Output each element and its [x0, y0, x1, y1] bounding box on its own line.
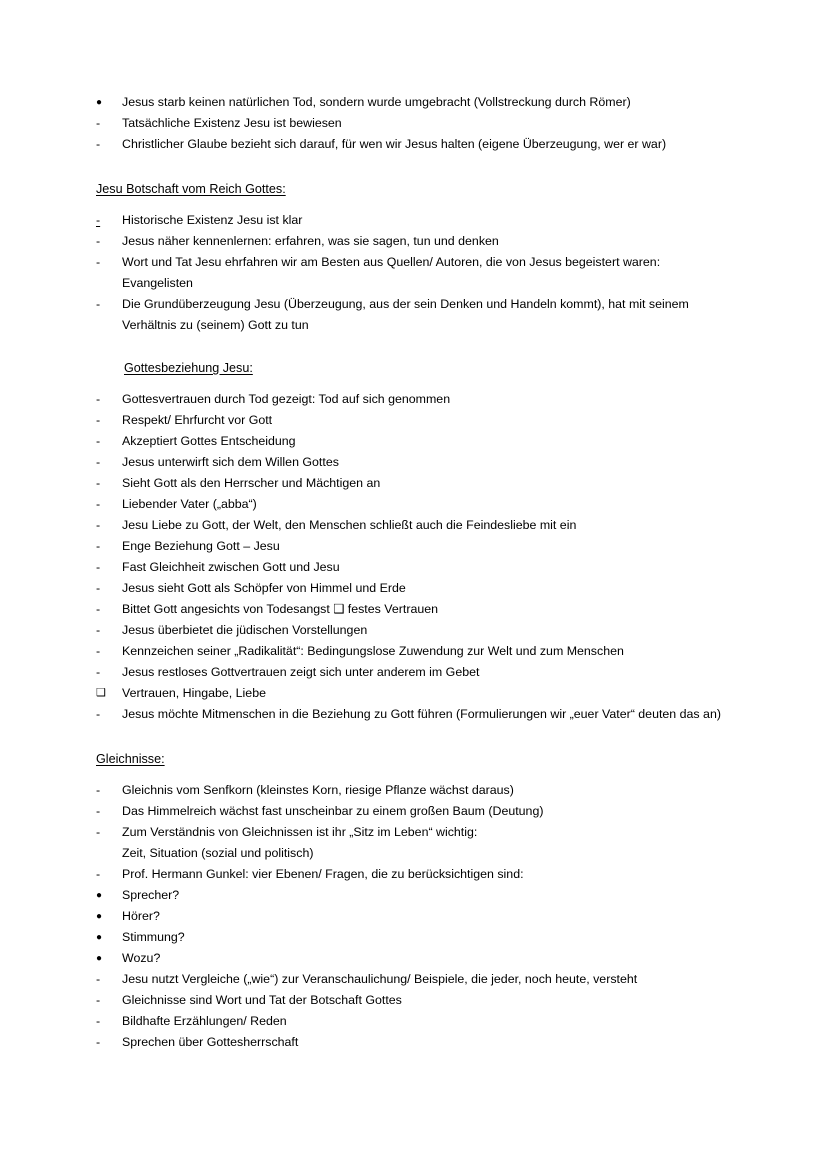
bullet-dash-icon: -: [96, 497, 101, 511]
list-item-text: Christlicher Glaube bezieht sich darauf, für wen wir Jesus halten (eigene Überzeugung, wer er war): [122, 137, 667, 151]
bullet-dash-icon: -: [96, 137, 101, 151]
bullet-disc-icon: ●: [96, 911, 103, 922]
list-item: [96, 780, 732, 801]
list-item: [96, 704, 732, 725]
bullet-dash-icon: -: [96, 297, 101, 311]
section-heading: Jesu Botschaft vom Reich Gottes:: [96, 182, 286, 196]
list-item: [96, 410, 732, 431]
list-item: [96, 515, 732, 536]
bullet-dash-icon: -: [96, 539, 101, 553]
bullet-dash-icon: -: [96, 602, 101, 616]
list-item-text: Stimmung?: [122, 930, 185, 944]
bullet-dash-icon: -: [96, 116, 101, 130]
list-item: [96, 822, 732, 864]
document-body: [96, 92, 732, 1053]
list-item-text: Vertrauen, Hingabe, Liebe: [122, 686, 266, 700]
list-item-text: Gleichnis vom Senfkorn (kleinstes Korn, riesige Pflanze wächst daraus): [122, 783, 514, 797]
list-item: [96, 927, 732, 948]
bullet-dash-icon: -: [96, 560, 101, 574]
bullet-dash-icon: -: [96, 581, 101, 595]
list-item-text: Respekt/ Ehrfurcht vor Gott: [122, 413, 273, 427]
bullet-dash-icon: -: [96, 665, 101, 679]
bullet-dash-icon: -: [96, 623, 101, 637]
list-item: [96, 113, 732, 134]
section-heading: Gleichnisse:: [96, 752, 165, 766]
list-item: [96, 536, 732, 557]
list-item: [96, 431, 732, 452]
list-item: [96, 578, 732, 599]
list-item-text: Kennzeichen seiner „Radikalität“: Bedingungslose Zuwendung zur Welt und zum Menschen: [122, 644, 624, 658]
list-item-text: Bildhafte Erzählungen/ Reden: [122, 1014, 287, 1028]
list-item-text: Die Grundüberzeugung Jesu (Überzeugung, aus der sein Denken und Handeln kommt), hat mit seinem Verhältnis zu (seinem) Gott zu tun: [122, 297, 689, 332]
bullet-dash-icon: -: [96, 867, 101, 881]
list-item-text: Wort und Tat Jesu ehrfahren wir am Besten aus Quellen/ Autoren, die von Jesus begeistert waren: Evangelisten: [122, 255, 661, 290]
bullet-dash-icon: -: [96, 213, 101, 227]
list-item-text: Jesu nutzt Vergleiche („wie“) zur Veranschaulichung/ Beispiele, die jeder, noch heute, versteht: [122, 972, 638, 986]
list-item: [96, 294, 732, 336]
bullet-dash-icon: -: [96, 518, 101, 532]
list-item: [96, 948, 732, 969]
section-heading: Gottesbeziehung Jesu:: [124, 361, 253, 375]
list-item-text: Wozu?: [122, 951, 161, 965]
bullet-dash-icon: -: [96, 1014, 101, 1028]
list-item: [96, 599, 732, 620]
bullet-dash-icon: -: [96, 455, 101, 469]
bullet-dash-icon: -: [96, 644, 101, 658]
list-item: [96, 641, 732, 662]
list-item-text: Sprechen über Gottesherrschaft: [122, 1035, 299, 1049]
bullet-dash-icon: -: [96, 783, 101, 797]
list-item-text: Hörer?: [122, 909, 160, 923]
list-item-text: Prof. Hermann Gunkel: vier Ebenen/ Fragen, die zu berücksichtigen sind:: [122, 867, 524, 881]
bullet-dash-icon: -: [96, 825, 101, 839]
bullet-disc-icon: ●: [96, 890, 103, 901]
bullet-dash-icon: -: [96, 255, 101, 269]
list-item-text: Jesus überbietet die jüdischen Vorstellungen: [122, 623, 368, 637]
list-item-text: Jesu Liebe zu Gott, der Welt, den Menschen schließt auch die Feindesliebe mit ein: [122, 518, 577, 532]
list-item-text: Jesus unterwirft sich dem Willen Gottes: [122, 455, 339, 469]
bullet-disc-icon: ●: [96, 932, 103, 943]
bullet-dash-icon: -: [96, 476, 101, 490]
list-item-text: Tatsächliche Existenz Jesu ist bewiesen: [122, 116, 342, 130]
note-list: [96, 780, 732, 1053]
list-item-text: Liebender Vater („abba“): [122, 497, 257, 511]
note-list: [96, 92, 732, 155]
note-list: [96, 210, 732, 336]
list-item-text: Fast Gleichheit zwischen Gott und Jesu: [122, 560, 340, 574]
list-item: [96, 969, 732, 990]
bullet-dash-icon: -: [96, 1035, 101, 1049]
list-item: [96, 92, 732, 113]
list-item: [96, 1032, 732, 1053]
bullet-box-icon: ❑: [96, 687, 106, 699]
list-item: [96, 494, 732, 515]
bullet-dash-icon: -: [96, 392, 101, 406]
list-item-text: Historische Existenz Jesu ist klar: [122, 213, 303, 227]
list-item: [96, 906, 732, 927]
list-item-text: Das Himmelreich wächst fast unscheinbar zu einem großen Baum (Deutung): [122, 804, 544, 818]
list-item: [96, 801, 732, 822]
bullet-disc-icon: ●: [96, 97, 103, 108]
note-list: [96, 389, 732, 725]
list-item: [96, 1011, 732, 1032]
list-item-text: Enge Beziehung Gott – Jesu: [122, 539, 280, 553]
list-item: [96, 231, 732, 252]
bullet-disc-icon: ●: [96, 953, 103, 964]
list-item-text: Sprecher?: [122, 888, 180, 902]
list-item-text: Jesus möchte Mitmenschen in die Beziehung zu Gott führen (Formulierungen wir „euer Vater“ deuten das an): [122, 707, 721, 721]
bullet-dash-icon: -: [96, 993, 101, 1007]
list-item: [96, 389, 732, 410]
bullet-dash-icon: -: [96, 234, 101, 248]
list-item: [96, 864, 732, 885]
bullet-dash-icon: -: [96, 804, 101, 818]
list-item-text: Zum Verständnis von Gleichnissen ist ihr „Sitz im Leben“ wichtig: Zeit, Situation (sozial und politisch): [122, 825, 478, 860]
list-item-text: Jesus näher kennenlernen: erfahren, was sie sagen, tun und denken: [122, 234, 499, 248]
list-item-text: Bittet Gott angesichts von Todesangst ❑ festes Vertrauen: [122, 602, 439, 616]
bullet-dash-icon: -: [96, 434, 101, 448]
list-item-text: Gleichnisse sind Wort und Tat der Botschaft Gottes: [122, 993, 402, 1007]
list-item: [96, 990, 732, 1011]
list-item: [96, 683, 732, 704]
list-item-text: Sieht Gott als den Herrscher und Mächtigen an: [122, 476, 381, 490]
list-item-text: Gottesvertrauen durch Tod gezeigt: Tod auf sich genommen: [122, 392, 451, 406]
list-item: [96, 662, 732, 683]
list-item: [96, 557, 732, 578]
bullet-dash-icon: -: [96, 707, 101, 721]
bullet-dash-icon: -: [96, 413, 101, 427]
list-item: [96, 134, 732, 155]
list-item: [96, 885, 732, 906]
list-item: [96, 473, 732, 494]
list-item: [96, 620, 732, 641]
list-item: [96, 452, 732, 473]
list-item-text: Akzeptiert Gottes Entscheidung: [122, 434, 296, 448]
bullet-dash-icon: -: [96, 972, 101, 986]
list-item: [96, 252, 732, 294]
list-item-text: Jesus sieht Gott als Schöpfer von Himmel und Erde: [122, 581, 406, 595]
list-item-text: Jesus restloses Gottvertrauen zeigt sich unter anderem im Gebet: [122, 665, 480, 679]
list-item: [96, 210, 732, 231]
list-item-text: Jesus starb keinen natürlichen Tod, sondern wurde umgebracht (Vollstreckung durch Römer): [122, 95, 631, 109]
